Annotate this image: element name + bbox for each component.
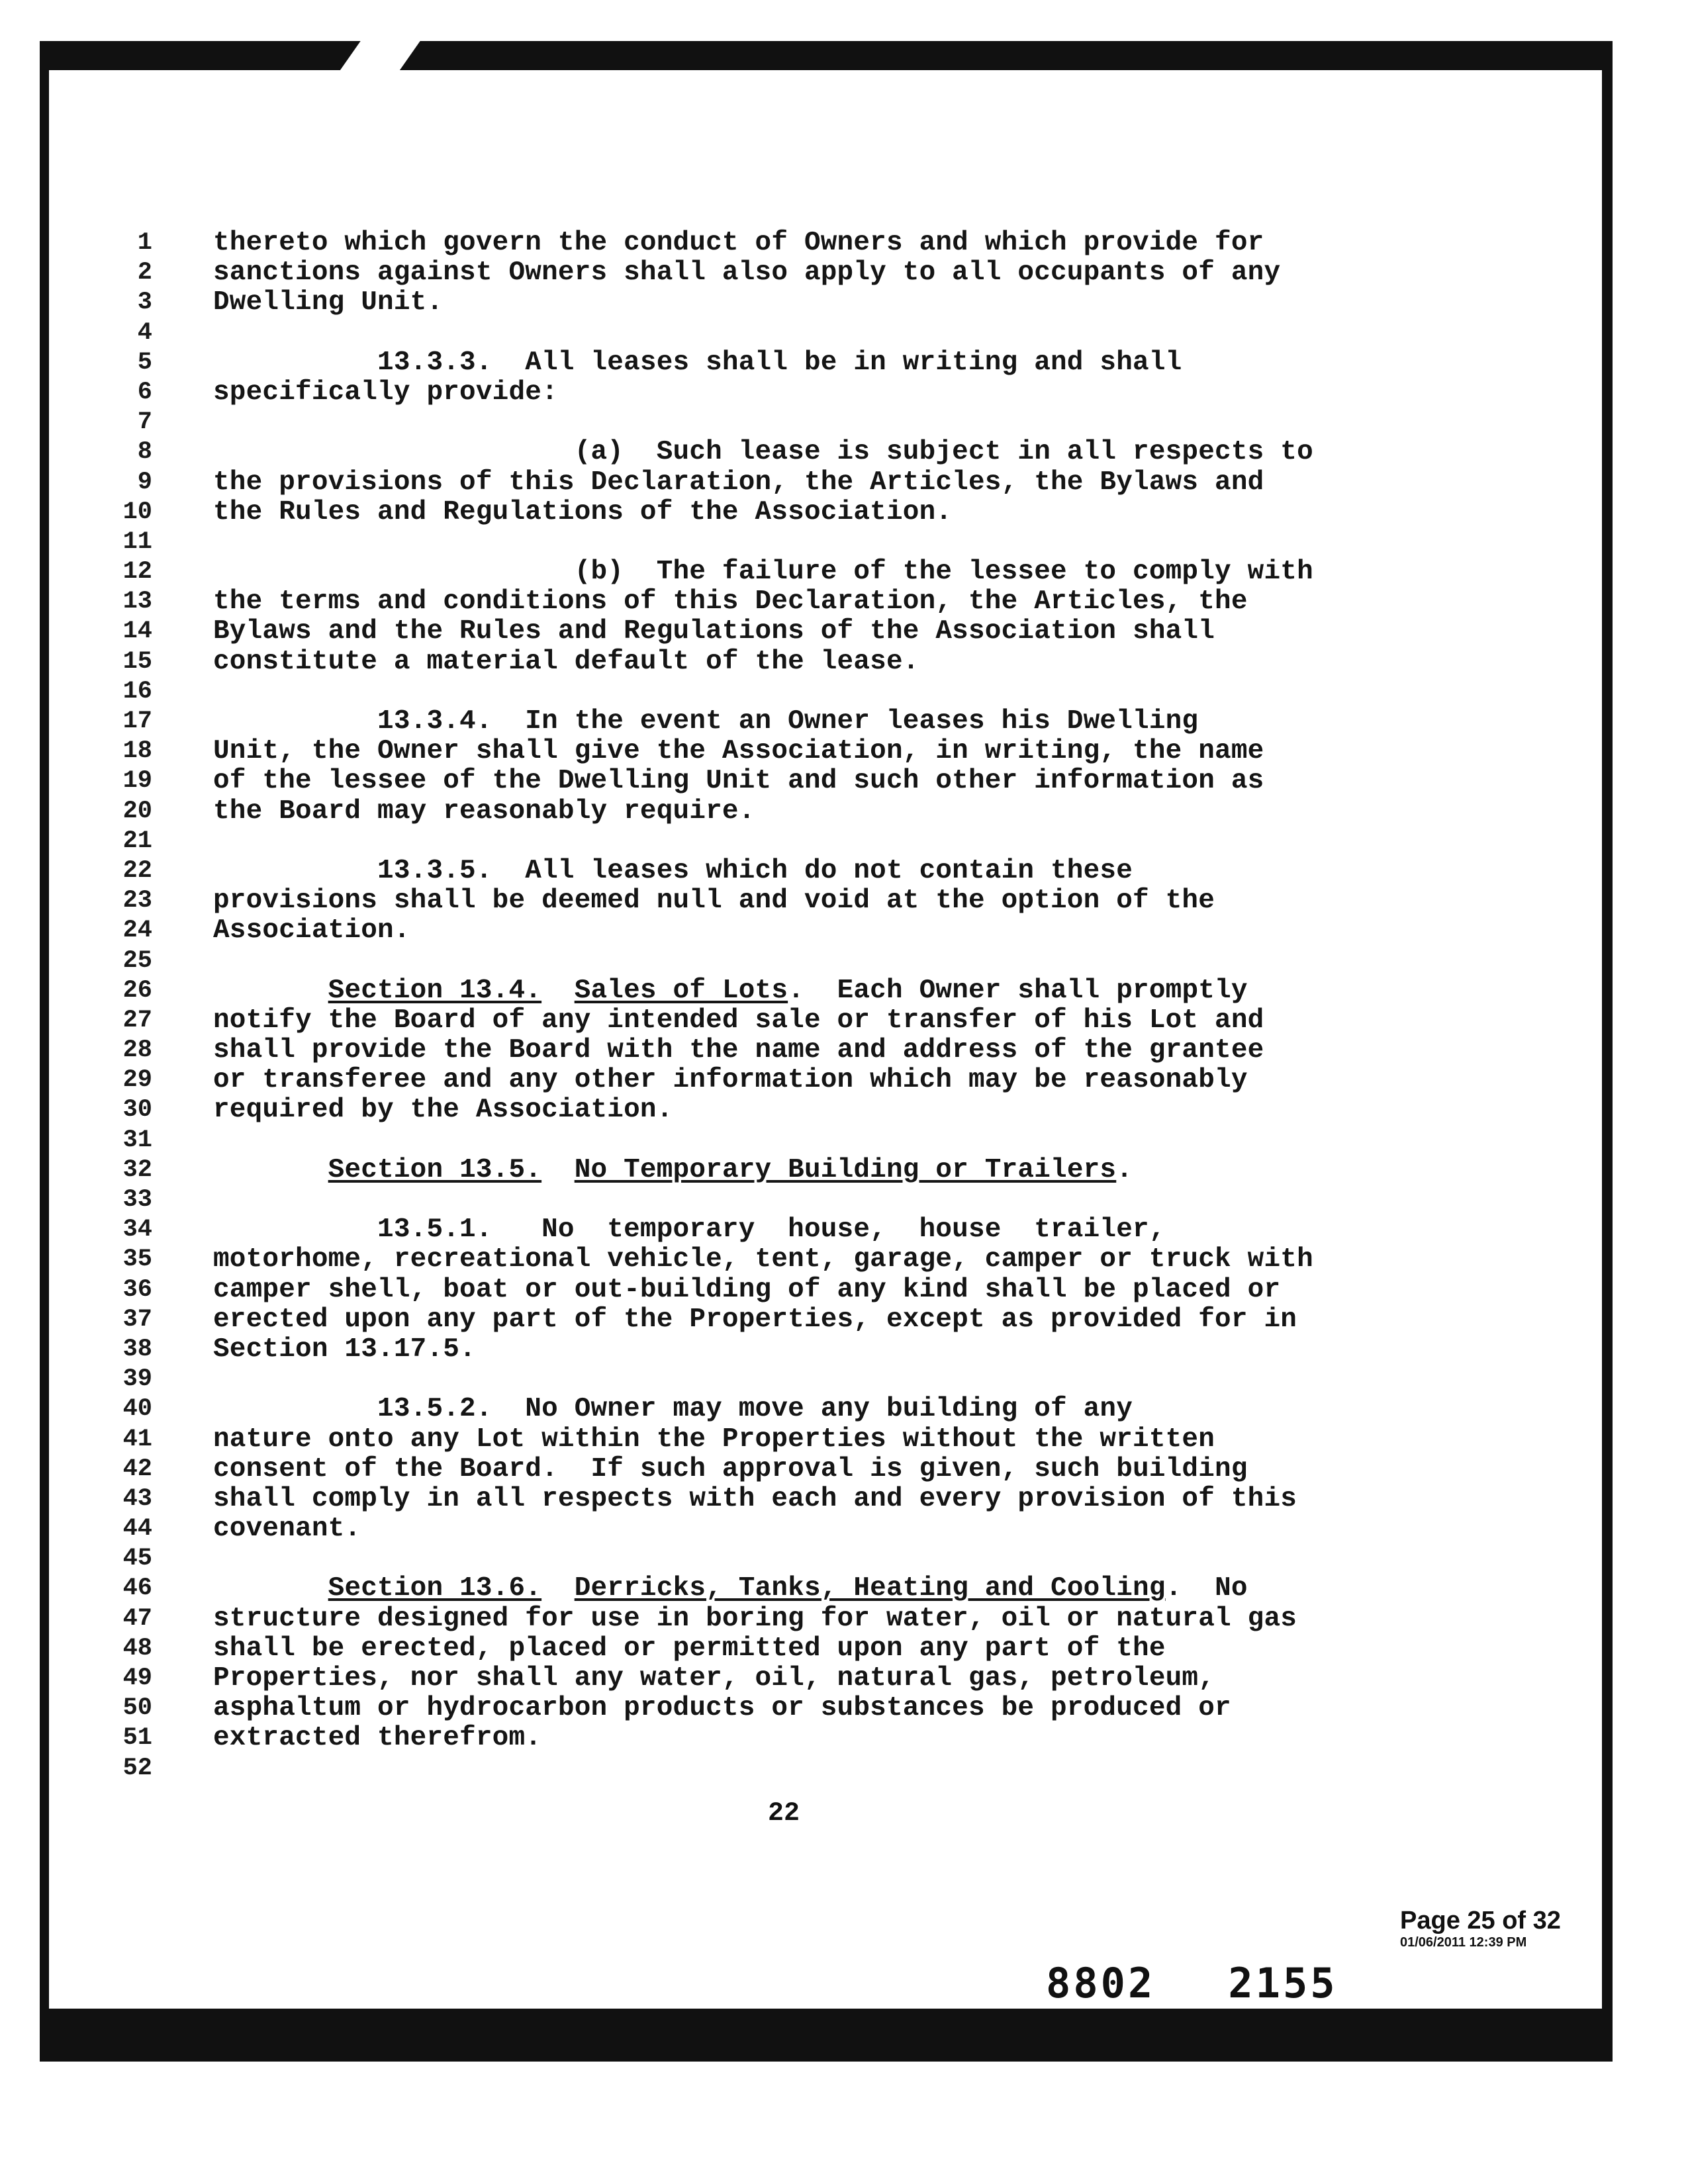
- line-number: 52: [122, 1754, 152, 1782]
- line-text: 13.5.1. No temporary house, house trailer,: [213, 1214, 1166, 1246]
- line-text: sanctions against Owners shall also apply to all occupants of any: [213, 257, 1281, 289]
- line-number: 26: [122, 976, 152, 1005]
- document-line: [99, 527, 1423, 557]
- document-line: [99, 378, 1423, 408]
- line-number: 30: [122, 1096, 152, 1124]
- line-number: 46: [122, 1574, 152, 1603]
- line-text: nature onto any Lot within the Properties without the written: [213, 1424, 1215, 1455]
- line-number: 15: [122, 647, 152, 676]
- document-line: [99, 766, 1423, 796]
- document-line: [99, 1365, 1423, 1394]
- line-text: 13.3.3. All leases shall be in writing and shall: [213, 347, 1182, 378]
- document-line: [99, 1484, 1423, 1514]
- line-text: covenant.: [213, 1514, 361, 1545]
- line-number: 45: [122, 1545, 152, 1573]
- line-number: 48: [122, 1634, 152, 1662]
- document-line: [99, 1335, 1423, 1365]
- line-text: notify the Board of any intended sale or transfer of his Lot and: [213, 1005, 1264, 1036]
- document-line: [99, 258, 1423, 288]
- line-text: the provisions of this Declaration, the Articles, the Bylaws and: [213, 467, 1264, 498]
- line-text: 13.3.5. All leases which do not contain these: [213, 855, 1133, 886]
- line-number: 22: [122, 856, 152, 885]
- line-number: 5: [137, 348, 152, 377]
- page-number: 22: [768, 1799, 800, 1829]
- line-number: 41: [122, 1425, 152, 1453]
- line-number: 38: [122, 1335, 152, 1363]
- document-line: [99, 737, 1423, 766]
- document-line: [99, 1305, 1423, 1335]
- line-number: 18: [122, 737, 152, 766]
- document-line: [99, 1156, 1423, 1185]
- line-number: 6: [137, 378, 152, 406]
- line-text: (a) Such lease is subject in all respects to: [213, 437, 1313, 468]
- document-line: [99, 677, 1423, 707]
- document-line: [99, 1754, 1423, 1784]
- line-text: specifically provide:: [213, 377, 558, 408]
- line-number: 27: [122, 1006, 152, 1034]
- line-number: 20: [122, 797, 152, 825]
- line-number: 1: [137, 229, 152, 257]
- line-number: 28: [122, 1036, 152, 1065]
- line-number: 42: [122, 1455, 152, 1483]
- document-line: [99, 1455, 1423, 1484]
- line-text: 13.5.2. No Owner may move any building of any: [213, 1394, 1133, 1425]
- line-text: required by the Association.: [213, 1095, 673, 1126]
- line-number: 13: [122, 588, 152, 616]
- document-line: [99, 1275, 1423, 1305]
- line-number: 7: [137, 408, 152, 437]
- document-line: [99, 1723, 1423, 1753]
- line-text: asphaltum or hydrocarbon products or substances be produced or: [213, 1693, 1231, 1724]
- scan-border-bottom: [40, 2009, 1613, 2062]
- document-line: [99, 228, 1423, 258]
- document-line: [99, 976, 1423, 1006]
- line-number: 43: [122, 1484, 152, 1513]
- section-title: Sales of Lots: [574, 975, 788, 1006]
- document-line: [99, 1126, 1423, 1156]
- line-text: consent of the Board. If such approval is given, such building: [213, 1453, 1248, 1484]
- section-heading: Section 13.5.: [328, 1154, 542, 1185]
- line-number: 9: [137, 468, 152, 496]
- line-text: Unit, the Owner shall give the Association, in writing, the name: [213, 736, 1264, 767]
- scan-border-left: [40, 41, 49, 2060]
- document-line: [99, 1036, 1423, 1066]
- document-line: [99, 437, 1423, 467]
- document-line: [99, 707, 1423, 737]
- line-text: (b) The failure of the lessee to comply with: [213, 557, 1313, 588]
- document-line: [99, 1006, 1423, 1036]
- line-number: 35: [122, 1246, 152, 1274]
- line-text: shall comply in all respects with each and every provision of this: [213, 1483, 1297, 1514]
- line-number: 17: [122, 707, 152, 735]
- line-number: 14: [122, 617, 152, 646]
- document-line: [99, 886, 1423, 916]
- line-number: 24: [122, 917, 152, 945]
- line-number: 23: [122, 887, 152, 915]
- line-number: 29: [122, 1066, 152, 1095]
- line-text: Properties, nor shall any water, oil, natural gas, petroleum,: [213, 1663, 1215, 1694]
- recording-book: 8802: [1046, 1959, 1156, 2007]
- scan-border-top: [40, 41, 1612, 70]
- document-line: [99, 1215, 1423, 1245]
- page-of-label: Page 25 of 32: [1400, 1907, 1561, 1934]
- document-line: [99, 288, 1423, 318]
- line-text: or transferee and any other information which may be reasonably: [213, 1065, 1248, 1096]
- line-number: 33: [122, 1186, 152, 1214]
- line-number: 49: [122, 1664, 152, 1692]
- line-number: 3: [137, 289, 152, 317]
- document-line: [99, 1095, 1423, 1125]
- line-number: 10: [122, 498, 152, 526]
- line-number: 32: [122, 1156, 152, 1184]
- document-line: [99, 1694, 1423, 1723]
- document-line: [99, 1185, 1423, 1215]
- line-text: Section 13.17.5.: [213, 1334, 476, 1365]
- line-number: 2: [137, 259, 152, 287]
- line-number: 50: [122, 1694, 152, 1723]
- document-line: [99, 647, 1423, 677]
- line-text: Bylaws and the Rules and Regulations of the Association shall: [213, 616, 1215, 647]
- section-heading: Section 13.4.: [328, 975, 542, 1006]
- line-number: 34: [122, 1216, 152, 1244]
- recording-page: 2155: [1228, 1959, 1338, 2007]
- line-text: camper shell, boat or out-building of any kind shall be placed or: [213, 1274, 1281, 1305]
- line-text: structure designed for use in boring for water, oil or natural gas: [213, 1603, 1297, 1634]
- document-line: [99, 408, 1423, 437]
- document-line: [99, 797, 1423, 827]
- line-text: Association.: [213, 915, 410, 946]
- line-number: 16: [122, 677, 152, 705]
- recording-number: [1046, 1959, 1338, 2007]
- line-number: 47: [122, 1604, 152, 1633]
- line-number: 36: [122, 1275, 152, 1304]
- line-number: 21: [122, 827, 152, 855]
- line-text: the Rules and Regulations of the Association.: [213, 496, 953, 527]
- document-line: [99, 1394, 1423, 1424]
- line-number: 4: [137, 318, 152, 347]
- line-text: 13.3.4. In the event an Owner leases his Dwelling: [213, 706, 1199, 737]
- document-line: [99, 856, 1423, 886]
- line-text: motorhome, recreational vehicle, tent, garage, camper or truck with: [213, 1244, 1313, 1275]
- document-line: [99, 946, 1423, 976]
- line-number: 19: [122, 767, 152, 796]
- document-line: [99, 1514, 1423, 1544]
- document-line: [99, 617, 1423, 647]
- line-text: thereto which govern the conduct of Owners and which provide for: [213, 228, 1264, 258]
- document-line: [99, 1664, 1423, 1694]
- line-number: 31: [122, 1126, 152, 1154]
- line-text: Section 13.5. No Temporary Building or Trailers.: [328, 1154, 1133, 1185]
- line-number: 11: [122, 527, 152, 556]
- line-text: shall be erected, placed or permitted upon any part of the: [213, 1633, 1166, 1664]
- document-line: [99, 1066, 1423, 1095]
- line-text: provisions shall be deemed null and void at the option of the: [213, 886, 1215, 917]
- section-heading: Section 13.6.: [328, 1573, 542, 1604]
- document-line: [99, 1544, 1423, 1574]
- line-text: Section 13.6. Derricks, Tanks, Heating and Cooling. No: [328, 1573, 1248, 1604]
- scan-border-right: [1602, 41, 1613, 2060]
- line-number: 37: [122, 1305, 152, 1334]
- line-text: Dwelling Unit.: [213, 287, 444, 318]
- line-number: 51: [122, 1724, 152, 1752]
- line-text: Section 13.4. Sales of Lots. Each Owner shall promptly: [328, 975, 1248, 1006]
- document-line: [99, 498, 1423, 527]
- document-line: [99, 557, 1423, 587]
- line-text: shall provide the Board with the name and address of the grantee: [213, 1035, 1264, 1066]
- line-number: 8: [137, 438, 152, 467]
- line-text: of the lessee of the Dwelling Unit and such other information as: [213, 766, 1264, 797]
- line-number: 40: [122, 1395, 152, 1424]
- document-line: [99, 348, 1423, 378]
- document-line: [99, 1425, 1423, 1455]
- document-line: [99, 827, 1423, 856]
- document-body: [99, 228, 1423, 1784]
- document-line: [99, 1245, 1423, 1275]
- document-line: [99, 318, 1423, 348]
- line-number: 39: [122, 1365, 152, 1394]
- line-text: the Board may reasonably require.: [213, 796, 755, 827]
- document-line: [99, 587, 1423, 617]
- line-text: erected upon any part of the Properties, except as provided for in: [213, 1304, 1297, 1335]
- line-number: 12: [122, 558, 152, 586]
- section-title: No Temporary Building or Trailers: [574, 1154, 1117, 1185]
- document-line: [99, 1574, 1423, 1604]
- line-text: extracted therefrom.: [213, 1723, 542, 1754]
- document-line: [99, 468, 1423, 498]
- line-text: the terms and conditions of this Declaration, the Articles, the: [213, 586, 1248, 617]
- document-line: [99, 1604, 1423, 1634]
- document-line: [99, 1634, 1423, 1664]
- section-title: Derricks, Tanks, Heating and Cooling: [574, 1573, 1166, 1604]
- line-text: constitute a material default of the lease.: [213, 646, 919, 677]
- line-number: 25: [122, 946, 152, 975]
- line-number: 44: [122, 1515, 152, 1543]
- page-stamp: [1400, 1906, 1599, 1950]
- stamp-datetime: 01/06/2011 12:39 PM: [1400, 1935, 1527, 1950]
- document-line: [99, 916, 1423, 946]
